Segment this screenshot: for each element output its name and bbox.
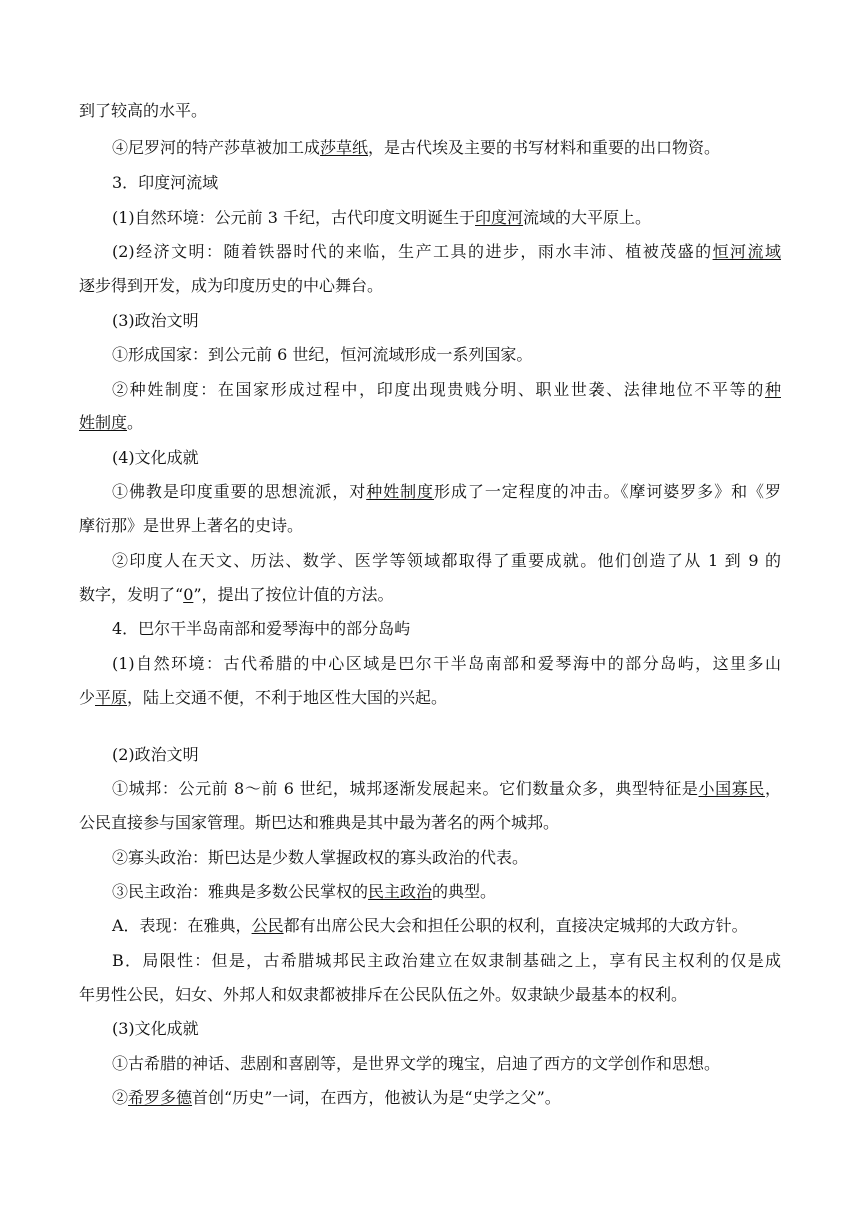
underlined-term: 种 — [764, 380, 781, 399]
underlined-term: 姓制度 — [79, 413, 128, 432]
text-line — [112, 880, 781, 904]
text-segment: 的典型。 — [432, 882, 497, 901]
text-line — [79, 99, 781, 123]
text-segment: 首创“历史”一词，在西方，他被认为是“史学之父”。 — [192, 1088, 561, 1107]
text-segment: 年男性公民，妇女、外邦人和奴隶都被排斥在公民队伍之外。奴隶缺少最基本的权利。 — [79, 985, 688, 1004]
text-segment: ②寡头政治：斯巴达是少数人掌握政权的寡头政治的代表。 — [112, 848, 529, 867]
text-segment: ①古希腊的神话、悲剧和喜剧等，是世界文学的瑰宝，启迪了西方的文学创作和思想。 — [112, 1054, 721, 1073]
text-line — [112, 136, 781, 160]
text-segment: (2)经济文明：随着铁器时代的来临，生产工具的进步，雨水丰沛、植被茂盛的 — [112, 242, 713, 261]
text-line — [112, 949, 781, 973]
text-segment: 逐步得到开发，成为印度历史的中心舞台。 — [79, 276, 384, 295]
text-segment: (1)自然环境：公元前 3 千纪，古代印度文明诞生于 — [112, 208, 476, 227]
text-line — [79, 411, 781, 435]
text-segment: ①城邦：公元前 8～前 6 世纪，城邦逐渐发展起来。它们数量众多，典型特征是 — [112, 779, 699, 798]
underlined-term: 希罗多德 — [128, 1088, 193, 1107]
text-segment: 形成了一定程度的冲击。《摩诃婆罗多》和《罗 — [434, 482, 781, 501]
text-segment: (1)自然环境：古代希腊的中心区域是巴尔干半岛南部和爱琴海中的部分岛屿，这里多山 — [112, 654, 781, 673]
text-line — [112, 652, 781, 676]
text-segment: 。 — [127, 413, 144, 432]
text-line — [112, 378, 781, 402]
text-segment: B．局限性：但是，古希腊城邦民主政治建立在奴隶制基础之上，享有民主权利的仅是成 — [112, 951, 781, 970]
text-segment: ①形成国家：到公元前 6 世纪，恒河流域形成一系列国家。 — [112, 345, 533, 364]
text-line — [79, 514, 781, 538]
text-line — [79, 274, 781, 298]
text-line — [112, 846, 781, 870]
text-line — [112, 171, 781, 195]
text-line — [112, 480, 781, 504]
text-segment: ③民主政治：雅典是多数公民掌权的 — [112, 882, 369, 901]
text-segment: ①佛教是印度重要的思想流派，对 — [112, 482, 367, 501]
text-segment: ④尼罗河的特产莎草被加工成 — [112, 138, 321, 157]
text-segment: 到了较高的水平。 — [79, 101, 208, 120]
text-segment: (2)政治文明 — [112, 745, 199, 764]
text-segment: 摩衍那》是世界上著名的史诗。 — [79, 516, 304, 535]
text-segment: (4)文化成就 — [112, 448, 199, 467]
underlined-term: 0 — [183, 585, 194, 604]
text-segment: (3)文化成就 — [112, 1019, 199, 1038]
underlined-term: 莎草纸 — [320, 138, 369, 157]
text-segment: 4．巴尔干半岛南部和爱琴海中的部分岛屿 — [112, 619, 411, 638]
underlined-term: 小国寡民 — [698, 779, 765, 798]
underlined-term: 平原 — [95, 688, 128, 707]
text-segment: 数字，发明了“ — [79, 585, 184, 604]
text-segment: 公民直接参与国家管理。斯巴达和雅典是其中最为著名的两个城邦。 — [79, 813, 560, 832]
text-segment: ②种姓制度：在国家形成过程中，印度出现贵贱分明、职业世袭、法律地位不平等的 — [112, 380, 765, 399]
text-segment: ② — [112, 1088, 129, 1107]
text-line — [112, 549, 781, 573]
text-line — [112, 1017, 781, 1041]
text-line — [112, 777, 781, 801]
text-line — [112, 914, 781, 938]
text-segment: A．表现：在雅典， — [112, 916, 252, 935]
text-line — [112, 206, 781, 230]
text-segment: ， — [764, 779, 781, 798]
text-line — [79, 583, 781, 607]
text-line — [79, 983, 781, 1007]
text-segment: ，是古代埃及主要的书写材料和重要的出口物资。 — [368, 138, 721, 157]
text-segment: ，陆上交通不便，不利于地区性大国的兴起。 — [127, 688, 448, 707]
text-segment: 3．印度河流域 — [112, 173, 219, 192]
text-segment: ”，提出了按位计值的方法。 — [193, 585, 394, 604]
text-line — [112, 309, 781, 333]
underlined-term: 民主政治 — [368, 882, 433, 901]
underlined-term: 种姓制度 — [366, 482, 435, 501]
text-line — [112, 240, 781, 264]
text-line — [112, 617, 781, 641]
text-segment: 少 — [79, 688, 96, 707]
text-segment: 流域的大平原上。 — [523, 208, 652, 227]
text-line — [79, 686, 781, 710]
underlined-term: 恒河流域 — [712, 242, 781, 261]
text-line — [112, 446, 781, 470]
text-line — [112, 743, 781, 767]
text-line — [112, 343, 781, 367]
text-segment: (3)政治文明 — [112, 311, 199, 330]
text-line — [112, 1086, 781, 1110]
underlined-term: 印度河 — [475, 208, 524, 227]
text-line — [112, 1052, 781, 1076]
text-line — [79, 811, 781, 835]
text-segment: ②印度人在天文、历法、数学、医学等领域都取得了重要成就。他们创造了从 1 到 9 的 — [112, 551, 781, 570]
text-segment: 都有出席公民大会和担任公职的权利，直接决定城邦的大政方针。 — [283, 916, 748, 935]
underlined-term: 公民 — [251, 916, 284, 935]
